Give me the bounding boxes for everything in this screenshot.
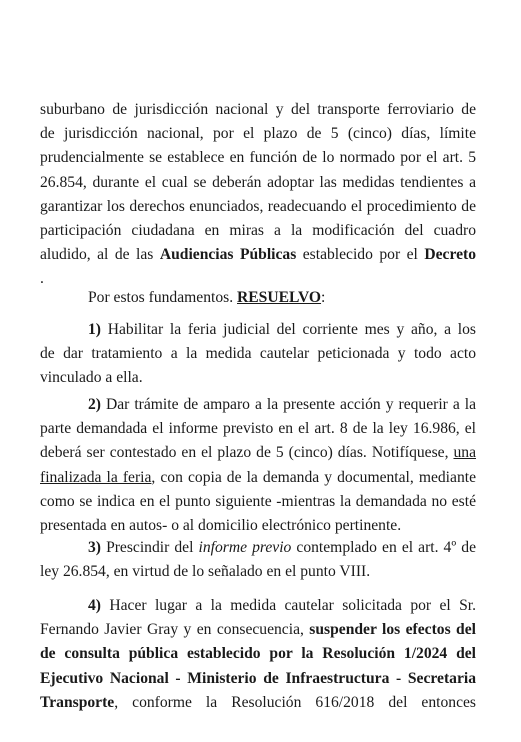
- text-line: [40, 536, 476, 560]
- text-line: [40, 691, 476, 715]
- text-segment: :: [321, 289, 326, 306]
- text-line: [40, 286, 476, 310]
- text-segment: Por estos fundamentos.: [88, 289, 237, 306]
- text-line: suburbano de jurisdicción nacional y del transporte ferroviario de: [40, 101, 476, 118]
- text-line: de jurisdicción nacional, por el plazo de 5 (cinco) días, límite: [40, 125, 476, 143]
- underlined-text: finalizada la feria: [40, 468, 152, 486]
- text-line: vinculado a ella.: [40, 369, 143, 387]
- text-segment: Hacer lugar a la medida cautelar solicitada por el Sr.: [101, 597, 476, 614]
- text-line: presentada en autos- o al domicilio electrónico pertinente.: [40, 516, 402, 534]
- text-segment: Dar trámite de amparo a la presente acción y requerir a la: [101, 396, 476, 413]
- text-segment: deberá ser contestado en el plazo de 5 (cinco) días. Notifíquese,: [40, 444, 454, 462]
- underlined-text: una: [453, 444, 476, 462]
- text-line: prudencialmente se establece en función de lo normado por el art. 5: [40, 149, 476, 167]
- bold-text: suspender los efectos del: [309, 621, 476, 639]
- text-line: [40, 667, 476, 691]
- text-segment: Habilitar la feria judicial del corriente mes y año, a los: [107, 321, 476, 338]
- resolution-item-4: [40, 594, 476, 715]
- bold-text: Transporte: [40, 693, 115, 711]
- text-line: [40, 618, 476, 642]
- resolution-item-1: [40, 318, 476, 391]
- bold-text: de consulta pública establecido por la Resolución 1/2024 del: [40, 645, 476, 663]
- resolution-item-3: [40, 536, 476, 584]
- text-segment: establecido por el: [296, 246, 425, 264]
- text-line: [40, 243, 476, 267]
- audiencias-publicas-bold: Audiencias Públicas: [159, 246, 297, 264]
- text-line: participación ciudadana en miras a la modificación del cuadro: [40, 221, 476, 239]
- item-number: 2): [88, 396, 101, 413]
- text-line: como se indica en el punto siguiente -mientras la demandada no esté: [40, 492, 476, 510]
- text-line: [40, 594, 476, 618]
- paragraph-continuation: [40, 98, 476, 292]
- item-number: 4): [88, 597, 101, 614]
- text-segment: Fernando Javier Gray y en consecuencia,: [40, 621, 310, 639]
- text-segment: contemplado en el art. 4º de: [296, 539, 476, 556]
- item-number: 3): [88, 539, 101, 556]
- text-segment: , conforme la Resolución 616/2018 del entonces: [114, 693, 476, 711]
- item-number: 1): [88, 321, 101, 338]
- bold-text: Ejecutivo Nacional - Ministerio de Infraestructura - Secretaria: [40, 669, 476, 687]
- text-segment: aludido, al de las: [40, 246, 160, 264]
- text-line: de dar tratamiento a la medida cautelar peticionada y todo acto: [40, 345, 476, 363]
- text-line: parte demandada el informe previsto en el art. 8 de la ley 16.986, el: [40, 420, 476, 438]
- text-line: [40, 441, 476, 465]
- text-line: [40, 642, 476, 666]
- italic-text: informe previo: [198, 539, 292, 556]
- text-segment: Prescindir del: [101, 539, 199, 556]
- resolution-intro: [40, 286, 476, 310]
- text-line: [40, 466, 476, 490]
- decreto-bold: Decreto: [424, 246, 476, 264]
- text-segment: , con copia de la demanda y documental, mediante: [151, 468, 476, 486]
- text-line: garantizar los derechos enunciados, readecuando el procedimiento de: [40, 197, 476, 215]
- text-line: ley 26.854, en virtud de lo señalado en el punto VIII.: [40, 563, 371, 581]
- text-line: 26.854, durante el cual se deberán adoptar las medidas tendientes a: [40, 173, 476, 191]
- text-line: [40, 318, 476, 342]
- resuelvo-heading: RESUELVO: [237, 289, 322, 306]
- resolution-item-2: [40, 393, 476, 538]
- text-line: .: [40, 270, 44, 288]
- text-line: [40, 393, 476, 417]
